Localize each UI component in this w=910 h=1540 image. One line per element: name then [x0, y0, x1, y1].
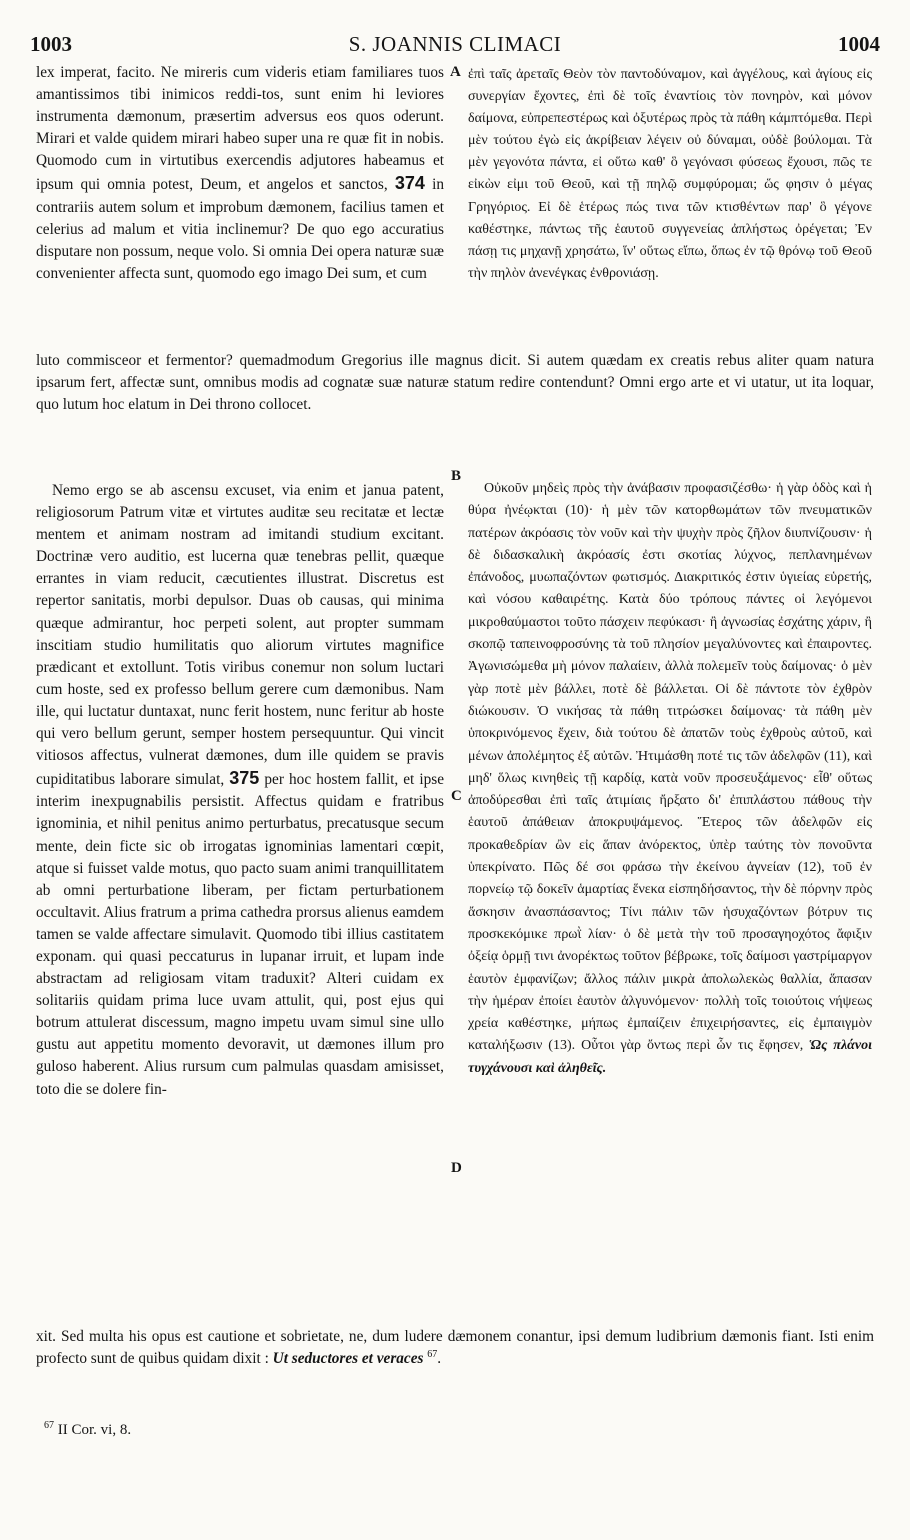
latin1-text-a: lex imperat, facito. Ne mireris cum videris etiam familiares tuos amantissimos tibi inimicos reddi-tos, sunt enim hi leviores instrumenta dæmonum, præsertim adversus eos quos oderunt. Mirari et valde quidem mirari habeo super una re quæ fit in nobis. Quomodo cum in virtutibus exercendis adjutores habeamus et ipsum qui omnia potest, Deum, et angelos et sanctos, [36, 64, 444, 194]
margin-letter-a: A [450, 64, 461, 80]
latin-full-width-2: xit. Sed multa his opus est cautione et sobrietate, ne, dum ludere dæmonem conantur, ipsi demum ludibrium dæmonis fiant. Isti enim profecto sunt de quibus quidam dixit : Ut seductores et veraces $^{67}$. [36, 1328, 874, 1368]
footnote [44, 1422, 131, 1439]
latin2-text-b: per hoc hostem fallit, et ipse interim inexpugnabilis persistit. Affectus quidam e fratribus ignominia, et nihil penitus animo perturbatus, precatusque secum mente, dein ficte sic ob irrogatas ignominias lamentari cœpit, atque si fuisset valde motus, quo pacto suam animi tranquillitatem ab omni perturbatione liberam, per fictam perturbationem occultavit. Alius fratrum a prima cathedra prorsus alienus eamdem tamen se valde affectare simulavit. Quomodo tibi illius castitatem exponam. qui quasi peccaturus in lupanar irruit, et lupam inde abstractam ad religiosam vitam traduxit? Alteri cuidam ex solitariis quidam prima luce uvam attulit, qui, post ejus qui botrum attulerat discessum, magno impetu uvam simul sine ullo gustu aut appetitu momento devoravit, ut dæmones illum pro guloso haberent. Alius rursum cum palmulas quasdam amisisset, toto die se dolere fin- [36, 771, 445, 1098]
greek2-quote: Ὡς πλάνοι τυγχάνουσι καὶ ἀληθεῖς. [468, 1038, 873, 1076]
page-number-left: 1003 [30, 32, 72, 56]
greek-column-2 [468, 478, 872, 1080]
page-number-right: 1004 [838, 32, 880, 56]
latin2-text-a: Nemo ergo se ab ascensu excuset, via enim et janua patent, religiosorum Patrum vitæ et virtutes auditæ seu recitatæ et lectæ mentem et animam nostram ad imitandi studium excitant. Doctrinæ vero auditio, est lucerna quæ tenebras pellit, quæque errantes in viam reducit, cæcutientes illustrat. Discretus est repertor sanitatis, morbi depulsor. Duas ob causas, qui minima quæque admirantur, hoc perpeti solent, aut propter summam inscitiam studio humilitatis quo aliorum virtutes magnifice prædicant et extollunt. Totis viribus conemur non solum luctari cum hoste, sed ex professo bellum gerere cum dæmonibus. Nam ille, qui luctatur duntaxat, nunc ferit hostem, nunc feritur ab hoste qui vero bellum gerunt, semper hostem persequuntur. Qui vincit vitiosos affectus, vulnerat dæmones, dum ille quidem se pravis cupiditatibus laborare simulat, [36, 482, 444, 789]
margin-letter-b: B [451, 468, 462, 484]
greek-column-1 [468, 64, 872, 285]
full2-quote: Ut seductores et veraces [272, 1350, 424, 1368]
page-header [30, 32, 880, 60]
migne-column-number: 374 [394, 173, 425, 194]
margin-letter-c: C [451, 788, 462, 804]
greek1-text: ἐπὶ ταῖς ἀρεταῖς Θεὸν τὸν παντοδύναμον, καὶ ἀγγέλους, καὶ ἁγίους εἰς συνεργίαν ἔχοντες, ἐπὶ δὲ τοῖς ἐναντίοις τὸν πονηρὸν, καὶ μόνον δαίμονα, εὐπρεπεστέρως καὶ ὀξυτέρως πρὸς τὰ πάθη κάμπτόμεθα. Περὶ μὲν τούτου ἐγὼ εἰς ἀκρίβειαν λέγειν οὐ δύναμαι, οὐδὲ βούλομαι. Τὰ μὲν γεγονότα πάντα, εἰ οὕτω καθ' ὃ γεγόνασι φύσεως ἔχουσι, πῶς τε εἰκὼν εἰμι τοῦ Θεοῦ, καὶ τῇ πηλῷ συμφύρομαι; ὥς φησιν ὁ μέγας Γρηγόριος. Εἰ δὲ ἑτέρως πώς τινα τῶν κτισθέντων παρ' ὃ γέγονε καθέστηκε, πάντως τῆς ἑαυτοῦ συγγενείας ἀπλήστως ὀρέγεται; Ἐν πάσῃ τις μηχανῇ χρησάτω, ἵν' οὕτως εἴπω, ὅπως ἐν τῷ θρόνῳ τοῦ Θεοῦ τὴν πηλὸν ἀνενέγκας ἐνθρονιάσῃ. [468, 67, 872, 281]
running-title: S. JOANNIS CLIMACI [348, 32, 562, 56]
margin-letter-d: D [451, 1160, 462, 1176]
full1-text: luto commisceor et fermentor? quemadmodum Gregorius ille magnus dicit. Si autem quædam ex creatis rebus aliter quam natura ipsarum fert, affectæ sunt, omnibus modis ad cognatæ suæ naturæ statum redire contendunt? Omni ergo arte et vi utatur, ut ita loquar, quo lutum hoc elatum in Dei throno collocet. [36, 352, 874, 414]
latin-column-1 [36, 62, 444, 285]
migne-column-number: 375 [229, 768, 260, 789]
full2-text: xit. Sed multa his opus est cautione et sobrietate, ne, dum ludere dæmonem conantur, ipsi demum ludibrium dæmonis fiant. Isti enim profecto sunt de quibus quidam dixit : [36, 1328, 874, 1368]
footnote-mark: 67 [44, 1420, 54, 1431]
footnote-reference: 67 [427, 1349, 438, 1360]
latin1-text-b: in contrariis autem solum et improbum dæmonem, facilius tamen et celerius ad malum et vitia inclinemur? De quo ego accuratius disputare non possum, neque volo. Si omnia Dei opera naturæ suæ convenienter affecta sunt, quomodo ego imago Dei sum, et cum [36, 176, 445, 282]
footnote-text: II Cor. vi, 8. [57, 1422, 132, 1438]
latin-full-width-1 [36, 350, 874, 416]
greek2-text: Οὐκοῦν μηδεὶς πρὸς τὴν ἀνάβασιν προφασιζέσθω· ἡ γὰρ ὁδὸς καὶ ἡ θύρα ἠνέῳκται (10)· ἡ μὲν τῶν κατορθωμάτων τῶν πνευματικῶν πατέρων ἀκρόασις τὸν νοῦν καὶ τὴν ψυχὴν πρὸς ζῆλον διυπνίζουσιν· ἡ δὲ διδασκαλικὴ ἀκρόασίς ἐστι σκοτίας λύχνος, πεπλανημένων ἐπάνοδος, μυωπαζόντων φωτισμός. Διακριτικός ἐστιν ὑγιείας εὑρετής, καὶ νόσου καθαιρέτης. Κατὰ δύο τρόπους πάντες οἱ λεγόμενοι μικροθαύμαστοι τοῦτο πάσχειν πεφύκασι· ἢ ἀγνωσίας ἐσχάτης χάριν, ἢ σκοπῷ ταπεινοφροσύνης τὰ τοῦ πλησίον μεγαλύνοντες καὶ ἐπαιροντες. Ἀγωνισώμεθα μὴ μόνον παλαίειν, ἀλλὰ πολεμεῖν τοὺς δαίμονας· ὁ μὲν γὰρ ποτὲ μὲν βάλλει, ποτὲ δὲ βάλλεται. Οἱ δὲ πάντοτε τὸν ἐχθρὸν διώκουσιν. Ὁ νικήσας τὰ πάθη τιτρώσκει δαίμονας· τὰ πάθη μὲν ὑποκρινόμενος ἔχειν, διὰ τούτου δὲ ἀπατῶν τοὺς ἐχθροὺς αὐτοῦ, καὶ μένων ἀπολέμητος ἐξ αὐτῶν. Ἠτιμάσθη ποτέ τις τῶν ἀδελφῶν (11), καὶ μηδ' ὅλως κινηθεὶς τῇ καρδίᾳ, κατὰ νοῦν προσευξάμενος· εἶθ' οὕτως ἀποδύρεσθαι ἐπὶ ταῖς ἀτιμίαις ἤρξατο δι' ἐπιπλάστου πάθους τὴν ἑαυτοῦ ἀπάθειαν ἀποκρυψάμενος. Ἕτερος τῶν ἀδελφῶν εἰς προκαθεδρίαν ὢν εἰς ἅπαν ἀνόρεκτος, ὑπὲρ ταύτης τὸν πονοῦντα ὑπεκρίνατο. Πῶς δέ σοι φράσω τὴν ἐκείνου ἁγνείαν (12), τοῦ ἐν πορνείῳ τῷ δοκεῖν ἁμαρτίας ἕνεκα εἰσπηδήσαντος, τὴν δὲ πόρνην πρὸς ἄσκησιν ἀνασπάσαντος; Τίνι πάλιν τῶν ἡσυχαζόντων βότρυν τις προσκεκόμικε πρωῒ λίαν· ὁ δὲ μετὰ τὴν τοῦ προσαγηοχότος ἄφιξιν ὀξείᾳ ὁρμῇ τινι ἀνορέκτως τοῦτον βέβρωκε, τοῖς δαίμοσι γαστρίμαργον ἑαυτὸν ἐμφανίζων; ἄλλος πάλιν μικρὰ ἀπολωλεκὼς θαλλία, ἅπασαν τὴν ἡμέραν ἐποίει ἑαυτὸν ἀλγυνόμενον· πολλὴ τοῖς τοιούτοις νήψεως χρεία καθέστηκε, μήπως ἐμπαίζειν ἐπιχειρήσαντες, εἰς ἐμπαιγμὸν καταλήξωσιν (13). Οὗτοι γὰρ ὄντως περὶ ὧν τις ἔφησεν, [468, 481, 872, 1054]
latin-column-2 [36, 480, 444, 1101]
